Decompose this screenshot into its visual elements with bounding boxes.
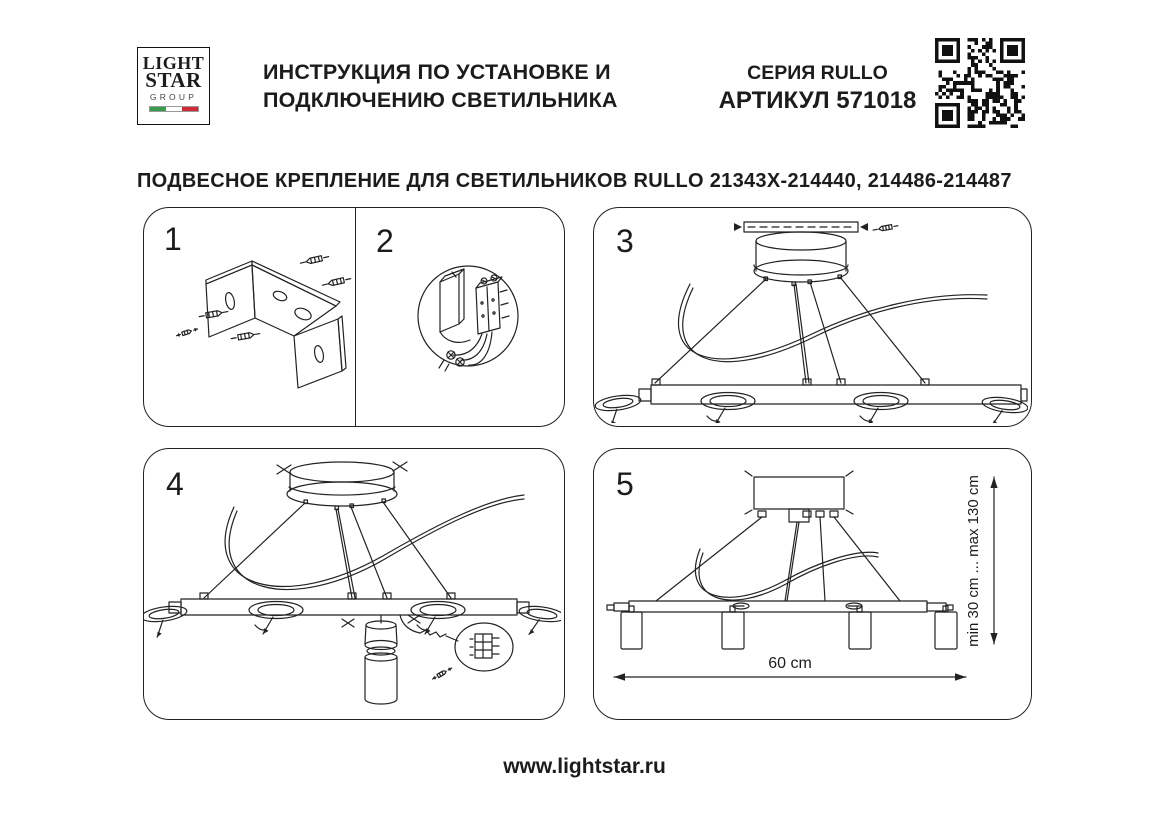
screw-icon bbox=[176, 327, 198, 338]
power-cord bbox=[678, 284, 987, 362]
step-2-number: 2 bbox=[376, 223, 394, 259]
screw-dowel-icon bbox=[322, 276, 351, 288]
page-title bbox=[263, 58, 683, 114]
screw-dowel-icon bbox=[199, 309, 228, 319]
flag-white bbox=[166, 107, 182, 111]
lightstar-logo bbox=[137, 47, 210, 125]
qr-code bbox=[935, 38, 1025, 128]
screw-dowel-icon bbox=[231, 331, 260, 341]
title-line-1: ИНСТРУКЦИЯ ПО УСТАНОВКЕ И bbox=[263, 60, 611, 84]
article-label: АРТИКУЛ 571018 bbox=[718, 87, 917, 114]
screw-icon bbox=[873, 224, 898, 233]
width-dimension bbox=[614, 655, 966, 681]
lamp-mount-disc bbox=[249, 602, 303, 635]
panel-step-3 bbox=[593, 207, 1032, 427]
power-cord bbox=[225, 495, 524, 589]
screw-icon bbox=[432, 666, 453, 680]
step-1-number: 1 bbox=[164, 221, 182, 257]
lamp-bar bbox=[607, 601, 953, 612]
width-dimension-label: 60 cm bbox=[768, 655, 812, 672]
lamp-mount-disc bbox=[411, 602, 465, 635]
screw-dowel-icon bbox=[300, 254, 329, 266]
step-4-number: 4 bbox=[166, 466, 184, 502]
step-5-number: 5 bbox=[616, 466, 634, 502]
step3-diagram-ceiling-mount bbox=[594, 208, 1028, 423]
end-mount-disc bbox=[144, 604, 190, 639]
ceiling-bracket bbox=[734, 222, 898, 232]
canopy bbox=[754, 232, 848, 286]
logo-text-group: GROUP bbox=[149, 92, 198, 102]
tighten-mark bbox=[342, 619, 354, 627]
wires bbox=[439, 332, 492, 371]
suspension-cables bbox=[655, 277, 925, 383]
height-dimension-label: min 30 cm ... max 130 cm bbox=[965, 475, 982, 647]
logo-text-star: STAR bbox=[145, 68, 202, 92]
flag-green bbox=[150, 107, 166, 111]
terminal-block bbox=[476, 275, 509, 334]
end-mount-disc bbox=[516, 604, 561, 639]
step-3-number: 3 bbox=[616, 223, 634, 259]
step4-diagram-shade-mounting bbox=[144, 449, 561, 716]
product-info bbox=[695, 60, 940, 116]
end-mount-disc bbox=[594, 393, 644, 423]
tighten-mark bbox=[408, 615, 420, 623]
cover-plate bbox=[440, 269, 470, 342]
lamp-mount-disc bbox=[701, 393, 755, 424]
tighten-mark bbox=[393, 462, 407, 471]
canopy-box bbox=[745, 471, 853, 522]
lamp-bar bbox=[639, 379, 1027, 404]
title-line-2: ПОДКЛЮЧЕНИЮ СВЕТИЛЬНИКА bbox=[263, 88, 618, 112]
flag-red bbox=[182, 107, 198, 111]
step1-diagram-mounting-bracket bbox=[144, 208, 356, 426]
step5-diagram-final-dimensions bbox=[594, 449, 1028, 716]
subtitle: ПОДВЕСНОЕ КРЕПЛЕНИЕ ДЛЯ СВЕТИЛЬНИКОВ RULLO 21343X-214440, 214486-214487 bbox=[137, 170, 1012, 192]
logo-text-light: LIGHT bbox=[142, 53, 205, 73]
lamp-mount-disc bbox=[854, 393, 908, 424]
lamp-bar bbox=[169, 593, 529, 615]
bracket-shape bbox=[206, 261, 346, 388]
panel-step-4 bbox=[143, 448, 565, 720]
step2-diagram-wiring bbox=[356, 208, 564, 426]
canopy bbox=[277, 462, 407, 510]
series-label: СЕРИЯ RULLO bbox=[747, 62, 888, 84]
tighten-mark bbox=[277, 465, 291, 474]
detail-circle bbox=[418, 266, 518, 366]
italian-flag-bar bbox=[149, 106, 199, 112]
website-url: www.lightstar.ru bbox=[503, 755, 666, 778]
terminal-detail-circle bbox=[455, 623, 513, 671]
panel-steps-1-2 bbox=[143, 207, 565, 427]
panel-step-5 bbox=[593, 448, 1032, 720]
height-dimension bbox=[965, 475, 998, 647]
